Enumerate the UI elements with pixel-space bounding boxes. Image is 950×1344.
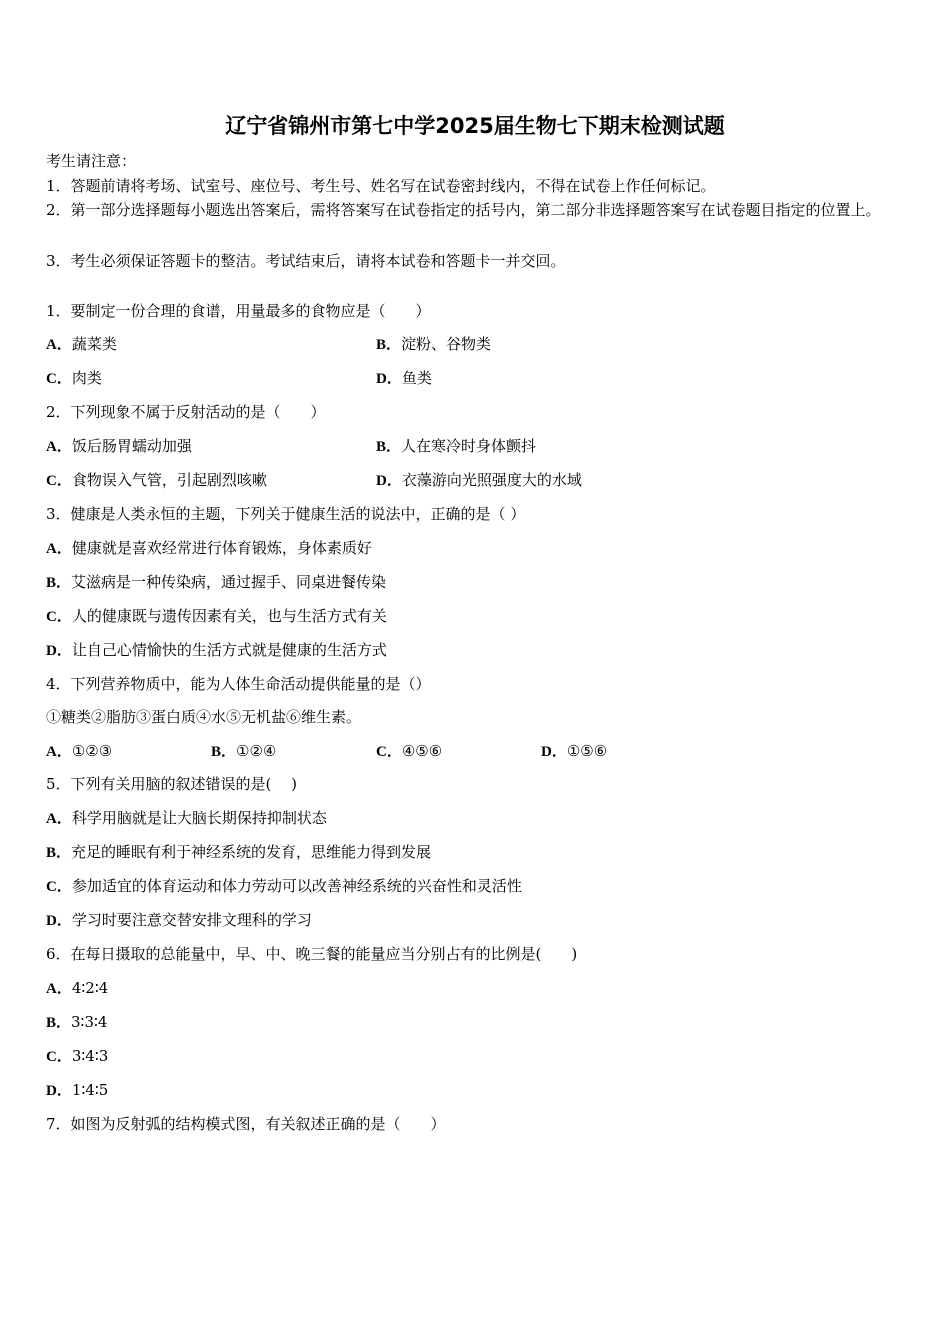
option-d: D．1∶4∶5 [46,1081,109,1099]
notice-heading: 考生请注意： [46,152,137,170]
question-stem: 1．要制定一份合理的食谱，用量最多的食物应是（ ） [46,302,431,320]
option-d: D．衣藻游向光照强度大的水域 [376,471,582,489]
option-b: B．淀粉、谷物类 [376,335,492,353]
question-stem: 7．如图为反射弧的结构模式图，有关叙述正确的是（ ） [46,1115,446,1133]
option-d: D．鱼类 [376,369,432,387]
option-c: C．参加适宜的体育运动和体力劳动可以改善神经系统的兴奋性和灵活性 [46,877,522,895]
option-a: A．科学用脑就是让大脑长期保持抑制状态 [46,809,327,827]
question-stem: 2．下列现象不属于反射活动的是（ ） [46,403,326,421]
notice-item: 3．考生必须保证答题卡的整洁。考试结束后，请将本试卷和答题卡一并交回。 [46,252,566,270]
option-b: B．艾滋病是一种传染病，通过握手、同桌进餐传染 [46,573,387,591]
option-a: A．①②③ [46,742,113,760]
option-c: C．肉类 [46,369,102,387]
option-a: A．蔬菜类 [46,335,117,353]
notice-item: 2．第一部分选择题每小题选出答案后，需将答案写在试卷指定的括号内，第二部分非选择题答案写在试卷题目指定的位置上。 [46,201,881,219]
option-a: A．健康就是喜欢经常进行体育锻炼，身体素质好 [46,539,372,557]
option-d: D．①⑤⑥ [541,742,608,760]
notice-item: 1．答题前请将考场、试室号、座位号、考生号、姓名写在试卷密封线内，不得在试卷上作任何标记。 [46,177,716,195]
option-c: C．3∶4∶3 [46,1047,109,1065]
option-b: B．①②④ [211,742,277,760]
option-a: A．4∶2∶4 [46,979,109,997]
option-c: C．人的健康既与遗传因素有关，也与生活方式有关 [46,607,387,625]
page-title: 辽宁省锦州市第七中学2025届生物七下期末检测试题 [225,114,725,138]
question-stem: 5．下列有关用脑的叙述错误的是( ) [46,775,298,793]
option-c: C．④⑤⑥ [376,742,443,760]
option-a: A．饭后肠胃蠕动加强 [46,437,192,455]
option-b: B．充足的睡眠有利于神经系统的发育，思维能力得到发展 [46,843,432,861]
option-c: C．食物误入气管，引起剧烈咳嗽 [46,471,267,489]
question-stem: 4．下列营养物质中，能为人体生命活动提供能量的是（） [46,675,431,693]
question-sub: ①糖类②脂肪③蛋白质④水⑤无机盐⑥维生素。 [46,708,362,726]
question-stem: 6．在每日摄取的总能量中，早、中、晚三餐的能量应当分别占有的比例是( ) [46,945,578,963]
option-b: B．3∶3∶4 [46,1013,108,1031]
option-b: B．人在寒冷时身体颤抖 [376,437,537,455]
option-d: D．让自己心情愉快的生活方式就是健康的生活方式 [46,641,387,659]
question-stem: 3．健康是人类永恒的主题，下列关于健康生活的说法中，正确的是（ ） [46,505,526,523]
option-d: D．学习时要注意交替安排文理科的学习 [46,911,312,929]
